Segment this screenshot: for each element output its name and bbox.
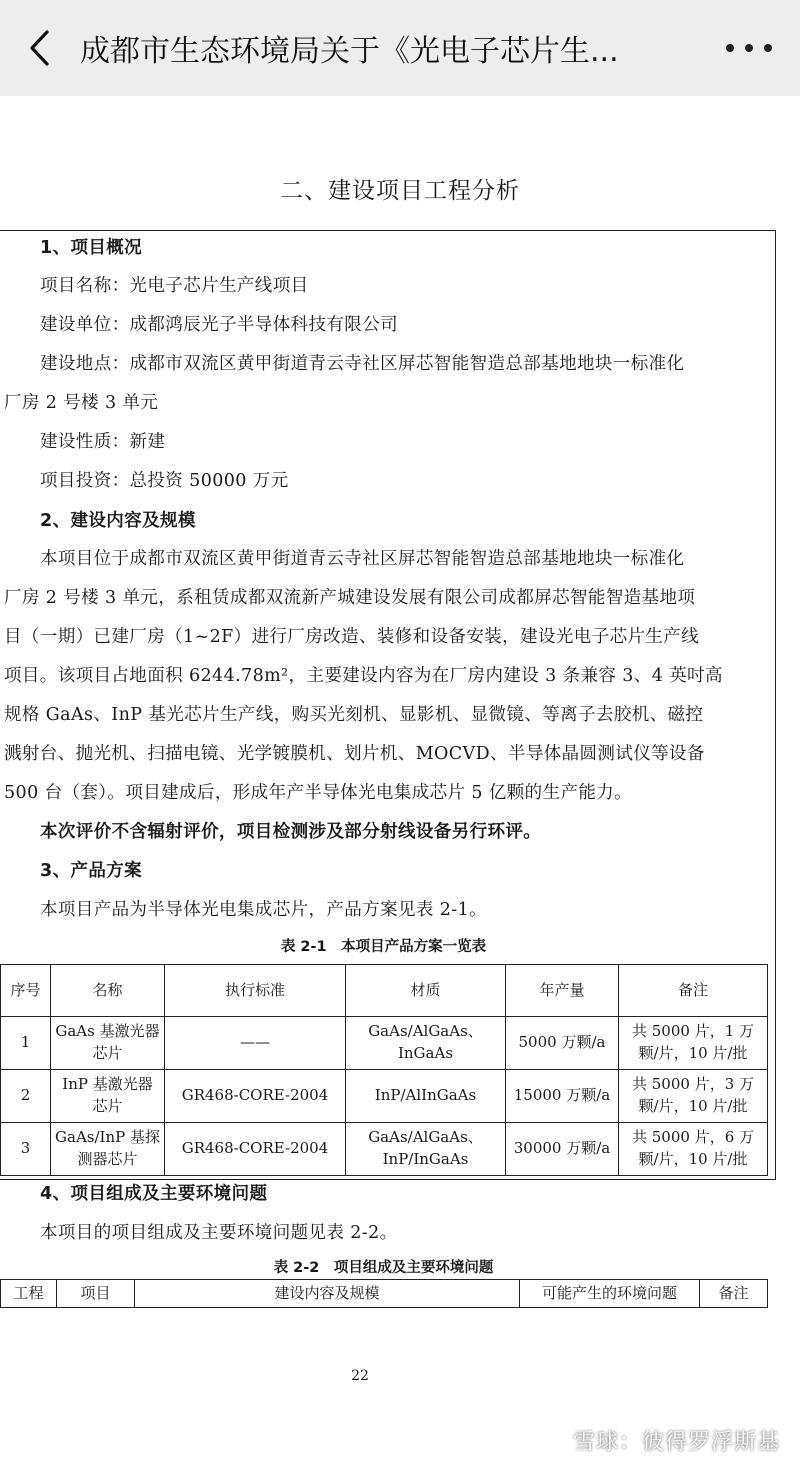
- heading-project-composition: 4、项目组成及主要环境问题: [40, 1184, 268, 1204]
- watermark: 雪球：彼得罗浮斯基: [572, 1430, 780, 1455]
- paragraph-line: 溅射台、抛光机、扫描电镜、光学镀膜机、划片机、MOCVD、半导体晶圆测试仪等设备: [4, 744, 705, 764]
- table-cell: 30000 万颗/a: [506, 1123, 619, 1176]
- table-row: [1, 1017, 768, 1070]
- location-line: 建设地点：成都市双流区黄甲街道青云寺社区屏芯智能智造总部基地地块一标准化: [40, 354, 685, 374]
- investment-line: 项目投资：总投资 50000 万元: [40, 471, 289, 491]
- table-cell: GaAs/AlGaAs、InGaAs: [346, 1017, 506, 1070]
- page-number: 22: [351, 1368, 369, 1384]
- table-cell: GaAs/InP 基探测器芯片: [51, 1123, 165, 1176]
- table2-caption: 表 2-2 项目组成及主要环境问题: [273, 1260, 494, 1276]
- table-header: 可能产生的环境问题: [520, 1280, 700, 1308]
- table-cell: 1: [1, 1017, 51, 1070]
- table-cell: 2: [1, 1070, 51, 1123]
- chevron-left-icon: [27, 28, 53, 68]
- project-name-line: 项目名称：光电子芯片生产线项目: [40, 276, 309, 296]
- heading-project-overview: 1、项目概况: [40, 238, 143, 258]
- table-cell: 共 5000 片，3 万颗/片，10 片/批: [619, 1070, 768, 1123]
- table-header: 工程: [1, 1280, 57, 1308]
- table-cell: ——: [165, 1017, 346, 1070]
- paragraph-line: 项目。该项目占地面积 6244.78m²，主要建设内容为在厂房内建设 3 条兼容 3、4 英吋高: [4, 666, 723, 686]
- product-plan-table: [0, 964, 768, 1176]
- table-cell: 3: [1, 1123, 51, 1176]
- paragraph-line: 目（一期）已建厂房（1~2F）进行厂房改造、装修和设备安装，建设光电子芯片生产线: [4, 627, 700, 647]
- more-dot-icon: [745, 44, 753, 52]
- table-header: 执行标准: [165, 965, 346, 1017]
- table-cell: GaAs 基激光器芯片: [51, 1017, 165, 1070]
- table-cell: GaAs/AlGaAs、InP/InGaAs: [346, 1123, 506, 1176]
- builder-line: 建设单位：成都鸿辰光子半导体科技有限公司: [40, 315, 398, 335]
- table1-caption: 表 2-1 本项目产品方案一览表: [280, 939, 487, 955]
- table-cell: 共 5000 片，6 万颗/片，10 片/批: [619, 1123, 768, 1176]
- more-options-button[interactable]: [726, 30, 772, 66]
- table-header: 序号: [1, 965, 51, 1017]
- table-cell: GR468-CORE-2004: [165, 1070, 346, 1123]
- table-cell: 共 5000 片，1 万颗/片，10 片/批: [619, 1017, 768, 1070]
- product-plan-line: 本项目产品为半导体光电集成芯片，产品方案见表 2-1。: [40, 900, 488, 920]
- location-line-cont: 厂房 2 号楼 3 单元: [4, 393, 159, 413]
- paragraph-line: 本项目位于成都市双流区黄甲街道青云寺社区屏芯智能智造总部基地地块一标准化: [40, 549, 685, 569]
- table-header: 名称: [51, 965, 165, 1017]
- table-cell: GR468-CORE-2004: [165, 1123, 346, 1176]
- paragraph-line: 厂房 2 号楼 3 单元，系租赁成都双流新产城建设发展有限公司成都屏芯智能智造基地项: [4, 588, 696, 608]
- back-button[interactable]: [0, 0, 80, 96]
- section-title: 二、建设项目工程分析: [280, 178, 520, 204]
- table-header: 备注: [700, 1280, 768, 1308]
- table-header: 备注: [619, 965, 768, 1017]
- table-cell: InP 基激光器芯片: [51, 1070, 165, 1123]
- table-header: 材质: [346, 965, 506, 1017]
- table-cell: InP/AlInGaAs: [346, 1070, 506, 1123]
- table-header: 建设内容及规模: [135, 1280, 520, 1308]
- paragraph-line: 规格 GaAs、InP 基光芯片生产线，购买光刻机、显影机、显微镜、等离子去胶机、磁控: [4, 705, 704, 725]
- nature-line: 建设性质：新建: [40, 432, 166, 452]
- paragraph-line: 500 台（套）。项目建成后，形成年产半导体光电集成芯片 5 亿颗的生产能力。: [4, 783, 633, 803]
- composition-line: 本项目的项目组成及主要环境问题见表 2-2。: [40, 1223, 398, 1243]
- app-bar: [0, 0, 800, 96]
- table-cell: 5000 万颗/a: [506, 1017, 619, 1070]
- table-header: 年产量: [506, 965, 619, 1017]
- table-cell: 15000 万颗/a: [506, 1070, 619, 1123]
- heading-construction-scope: 2、建设内容及规模: [40, 511, 196, 531]
- more-dot-icon: [726, 44, 734, 52]
- project-composition-table: [0, 1279, 768, 1308]
- more-dot-icon: [764, 44, 772, 52]
- page-title: 成都市生态环境局关于《光电子芯片生...: [80, 34, 619, 69]
- radiation-note: 本次评价不含辐射评价，项目检测涉及部分射线设备另行环评。: [40, 822, 542, 842]
- table-row: [1, 1070, 768, 1123]
- heading-product-plan: 3、产品方案: [40, 861, 143, 881]
- table-row: [1, 1123, 768, 1176]
- table-header: 项目: [57, 1280, 135, 1308]
